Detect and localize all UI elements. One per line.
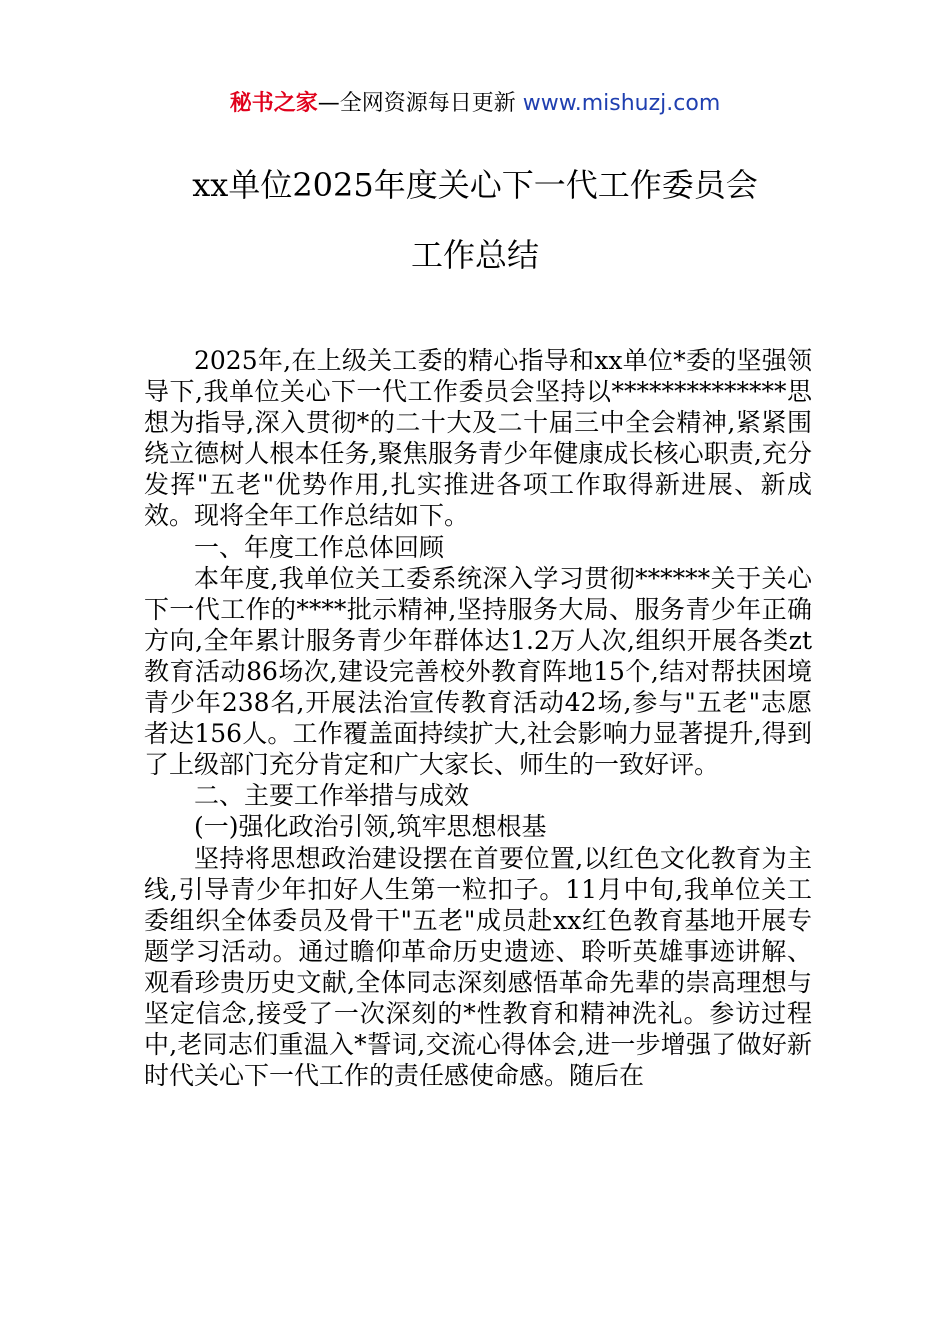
brand-name[interactable]: 秘书之家 xyxy=(229,91,318,116)
section-heading-2: 二、主要工作举措与成效 xyxy=(194,781,470,811)
document-title-line1: xx单位2025年度关心下一代工作委员会 xyxy=(192,166,758,204)
section-heading-1: 一、年度工作总体回顾 xyxy=(194,532,445,562)
document-body xyxy=(144,345,812,1091)
subsection-heading-1: (一)强化政治引领,筑牢思想根基 xyxy=(194,812,547,842)
intro-paragraph: 2025年,在上级关工委的精心指导和xx单位*委的坚强领导下,我单位关心下一代工作委员会坚持以**************思想为指导,深入贯彻*的二十大及二十届三中全会精神,紧紧围绕立德树人根本任务,聚焦服务青少年健康成长核心职责,充分发挥"五老"优势作用,扎实推进各项工作取得新进展、新成效。现将全年工作总结如下。 xyxy=(144,346,812,531)
header-dash: — xyxy=(317,91,340,116)
document-title-line2: 工作总结 xyxy=(410,236,539,274)
political-guidance-paragraph: 坚持将思想政治建设摆在首要位置,以红色文化教育为主线,引导青少年扣好人生第一粒扣子。11月中旬,我单位关工委组织全体委员及骨干"五老"成员赴xx红色教育基地开展专题学习活动。通过瞻仰革命历史遗迹、聆听英雄事迹讲解、观看珍贵历史文献,全体同志深刻感悟革命先辈的崇高理想与坚定信念,接受了一次深刻的*性教育和精神洗礼。参访过程中,老同志们重温入*誓词,交流心得体会,进一步增强了做好新时代关心下一代工作的责任感使命感。随后在 xyxy=(144,843,812,1091)
header-tagline: 全网资源每日更新 xyxy=(339,91,516,116)
review-paragraph: 本年度,我单位关工委系统深入学习贯彻******关于关心下一代工作的****批示精神,坚持服务大局、服务青少年正确方向,全年累计服务青少年群体达1.2万人次,组织开展各类zt教育活动86场次,建设完善校外教育阵地15个,结对帮扶困境青少年238名,开展法治宣传教育活动42场,参与"五老"志愿者达156人。工作覆盖面持续扩大,社会影响力显著提升,得到了上级部门充分肯定和广大家长、师生的一致好评。 xyxy=(144,563,812,780)
site-header xyxy=(0,88,950,120)
site-url-link[interactable]: www.mishuzj.com xyxy=(522,91,721,116)
